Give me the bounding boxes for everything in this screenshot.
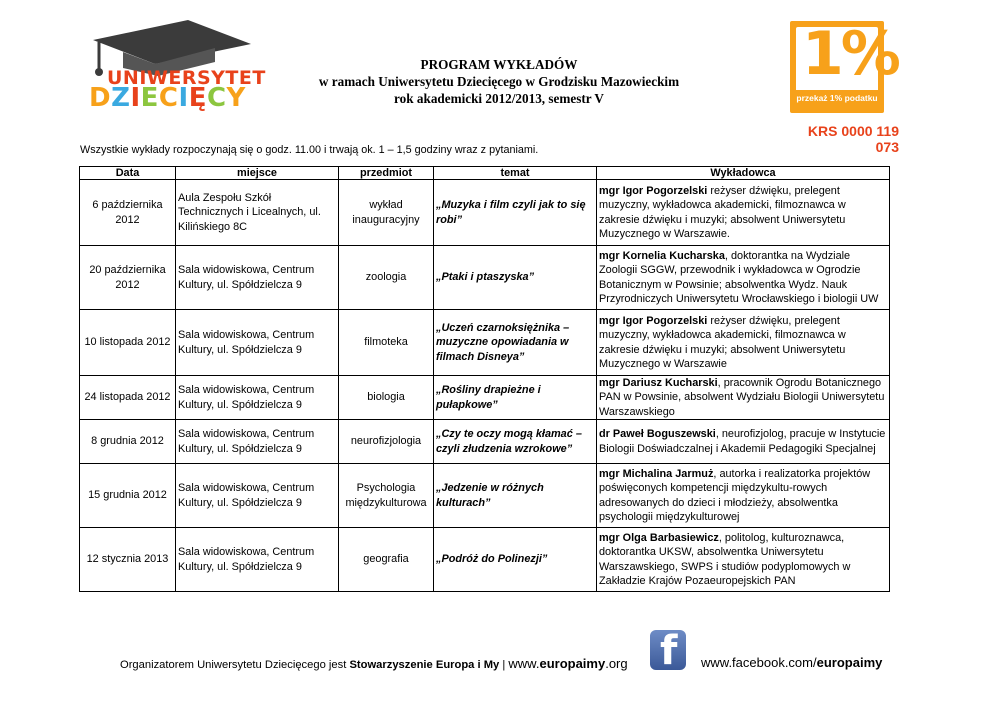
badge-caption: przekaż 1% podatku <box>796 93 878 103</box>
lecturer-description: , doktorantka na Wydziale Zoologii SGGW, przewodnik i wykładowca w Ogrodzie Botanicznym w Powsinie; absolwentka Wydz. Nauk Przyrodniczych Uniwersytetu Wrocławskiego i biologii UW <box>599 250 879 305</box>
lecturer-description: , pracownik Ogrodu Botanicznego PAN w Powsinie, absolwent Wydziału Biologii Uniwersytetu Warszawskiego <box>599 377 885 418</box>
cell-date: 20 października 2012 <box>80 246 176 310</box>
cell-date: 6 października 2012 <box>80 180 176 246</box>
lecturer-name: mgr Michalina Jarmuż <box>599 468 714 481</box>
logo-letter: I <box>178 83 189 113</box>
table-body <box>80 180 890 592</box>
logo-line2 <box>89 84 246 112</box>
lecturer-description: reżyser dźwięku, prelegent muzyczny, wykładowca akademicki, filmoznawca w zakresie dźwięku i muzyki; absolwent Uniwersytetu Muzycznego w Warszawie. <box>599 185 846 240</box>
cell-subject: neurofizjologia <box>339 420 434 464</box>
cell-place: Sala widowiskowa, Centrum Kultury, ul. Spółdzielcza 9 <box>176 310 339 376</box>
header-place: miejsce <box>176 167 339 180</box>
cell-lecturer <box>597 246 890 310</box>
logo-letter: C <box>158 83 179 113</box>
cell-lecturer <box>597 180 890 246</box>
logo-letter: C <box>206 83 227 113</box>
header-lecturer: Wykładowca <box>597 167 890 180</box>
header-date: Data <box>80 167 176 180</box>
cell-topic: „Rośliny drapieżne i pułapkowe” <box>434 376 597 420</box>
lecture-schedule-table <box>79 166 890 592</box>
cell-lecturer <box>597 528 890 592</box>
document-title: PROGRAM WYKŁADÓW <box>420 57 578 72</box>
cell-place: Sala widowiskowa, Centrum Kultury, ul. Spółdzielcza 9 <box>176 246 339 310</box>
cell-subject: filmoteka <box>339 310 434 376</box>
table-header-row <box>80 167 890 180</box>
cell-lecturer <box>597 376 890 420</box>
cell-date: 8 grudnia 2012 <box>80 420 176 464</box>
one-percent-tax-badge <box>790 19 898 113</box>
facebook-f-icon[interactable]: f <box>650 630 686 670</box>
header-subject: przedmiot <box>339 167 434 180</box>
krs-number: KRS 0000 119 073 <box>807 123 899 155</box>
cell-lecturer <box>597 464 890 528</box>
lecturer-name: dr Paweł Boguszewski <box>599 428 716 441</box>
cell-topic: „Jedzenie w różnych kulturach” <box>434 464 597 528</box>
badge-percent: 1% <box>802 19 898 89</box>
cell-lecturer <box>597 310 890 376</box>
cell-place: Sala widowiskowa, Centrum Kultury, ul. Spółdzielcza 9 <box>176 376 339 420</box>
lecturer-name: mgr Olga Barbasiewicz <box>599 532 719 545</box>
lecture-time-note: Wszystkie wykłady rozpoczynają się o godz. 11.00 i trwają ok. 1 – 1,5 godziny wraz z pytaniami. <box>80 144 539 156</box>
lecturer-name: mgr Igor Pogorzelski <box>599 185 708 198</box>
cell-topic: „Ptaki i ptaszyska” <box>434 246 597 310</box>
lecturer-description: , politolog, kulturoznawca, doktorantka UKSW, absolwentka Uniwersytetu Warszawskiego, SWPS i studiów podyplomowych w Zakładzie Krajów Pozaeuropejskich PAN <box>599 532 851 587</box>
cell-subject: geografia <box>339 528 434 592</box>
footer-prefix: Organizatorem Uniwersytetu Dziecięcego jest <box>120 659 350 671</box>
footer-website-link[interactable]: www.europaimy.org <box>508 656 628 671</box>
cell-place: Sala widowiskowa, Centrum Kultury, ul. Spółdzielcza 9 <box>176 464 339 528</box>
cell-subject: wykład inauguracyjny <box>339 180 434 246</box>
cell-date: 24 listopada 2012 <box>80 376 176 420</box>
lecturer-name: mgr Dariusz Kucharski <box>599 377 718 390</box>
footer-organizer <box>120 656 628 671</box>
cell-topic: „Podróż do Polinezji” <box>434 528 597 592</box>
lecturer-description: reżyser dźwięku, prelegent muzyczny, wykładowca akademicki, filmoznawca w zakresie dźwięku i muzyki; absolwent Uniwersytetu Muzycznego w Warszawie <box>599 315 846 370</box>
footer-separator: | <box>499 659 509 671</box>
facebook-link[interactable]: www.facebook.com/europaimy <box>701 655 883 670</box>
lecturer-name: mgr Igor Pogorzelski <box>599 315 708 328</box>
logo-letter: D <box>89 83 112 113</box>
cell-topic: „Uczeń czarnoksiężnika – muzyczne opowiadania w filmach Disneya” <box>434 310 597 376</box>
document-subtitle: w ramach Uniwersytetu Dziecięcego w Grodzisku Mazowieckim <box>318 74 680 89</box>
cell-subject: biologia <box>339 376 434 420</box>
cell-date: 12 stycznia 2013 <box>80 528 176 592</box>
document-semester: rok akademicki 2012/2013, semestr V <box>394 91 604 106</box>
logo-letter: E <box>140 83 159 113</box>
logo-line1: UNIWERSYTET <box>107 67 266 89</box>
cell-date: 10 listopada 2012 <box>80 310 176 376</box>
table-row <box>80 180 890 246</box>
lecturer-description: , neurofizjolog, pracuje w Instytucie Biologii Doświadczalnej i Akademii Pedagogiki Specjalnej <box>599 428 886 455</box>
table-row <box>80 246 890 310</box>
table-row <box>80 464 890 528</box>
header-topic: temat <box>434 167 597 180</box>
logo-letter: Z <box>111 83 131 113</box>
cell-place: Sala widowiskowa, Centrum Kultury, ul. Spółdzielcza 9 <box>176 528 339 592</box>
lecturer-name: mgr Kornelia Kucharska <box>599 250 725 263</box>
table-row <box>80 376 890 420</box>
cell-subject: zoologia <box>339 246 434 310</box>
table-row <box>80 528 890 592</box>
table-row <box>80 310 890 376</box>
cell-date: 15 grudnia 2012 <box>80 464 176 528</box>
logo-letter: I <box>130 83 141 113</box>
logo-letter: Y <box>226 83 246 113</box>
cell-place: Aula Zespołu Szkół Technicznych i Licealnych, ul. Kilińskiego 8C <box>176 180 339 246</box>
cell-lecturer <box>597 420 890 464</box>
logo-letter: Ę <box>188 83 207 113</box>
cell-subject: Psychologia międzykulturowa <box>339 464 434 528</box>
footer-org-name: Stowarzyszenie Europa i My <box>349 659 500 671</box>
document-header <box>290 56 708 107</box>
lecturer-description: , autorka i realizatorka projektów poświęconych kompetencji międzykultu-rowych adresowanych do dzieci i młodzieży, absolwentka psychologii międzykulturowej <box>599 468 871 523</box>
cell-place: Sala widowiskowa, Centrum Kultury, ul. Spółdzielcza 9 <box>176 420 339 464</box>
cell-topic: „Muzyka i film czyli jak to się robi” <box>434 180 597 246</box>
uniwersytet-dzieciecy-logo <box>83 18 266 113</box>
cell-topic: „Czy te oczy mogą kłamać – czyli złudzenia wzrokowe” <box>434 420 597 464</box>
table-row <box>80 420 890 464</box>
